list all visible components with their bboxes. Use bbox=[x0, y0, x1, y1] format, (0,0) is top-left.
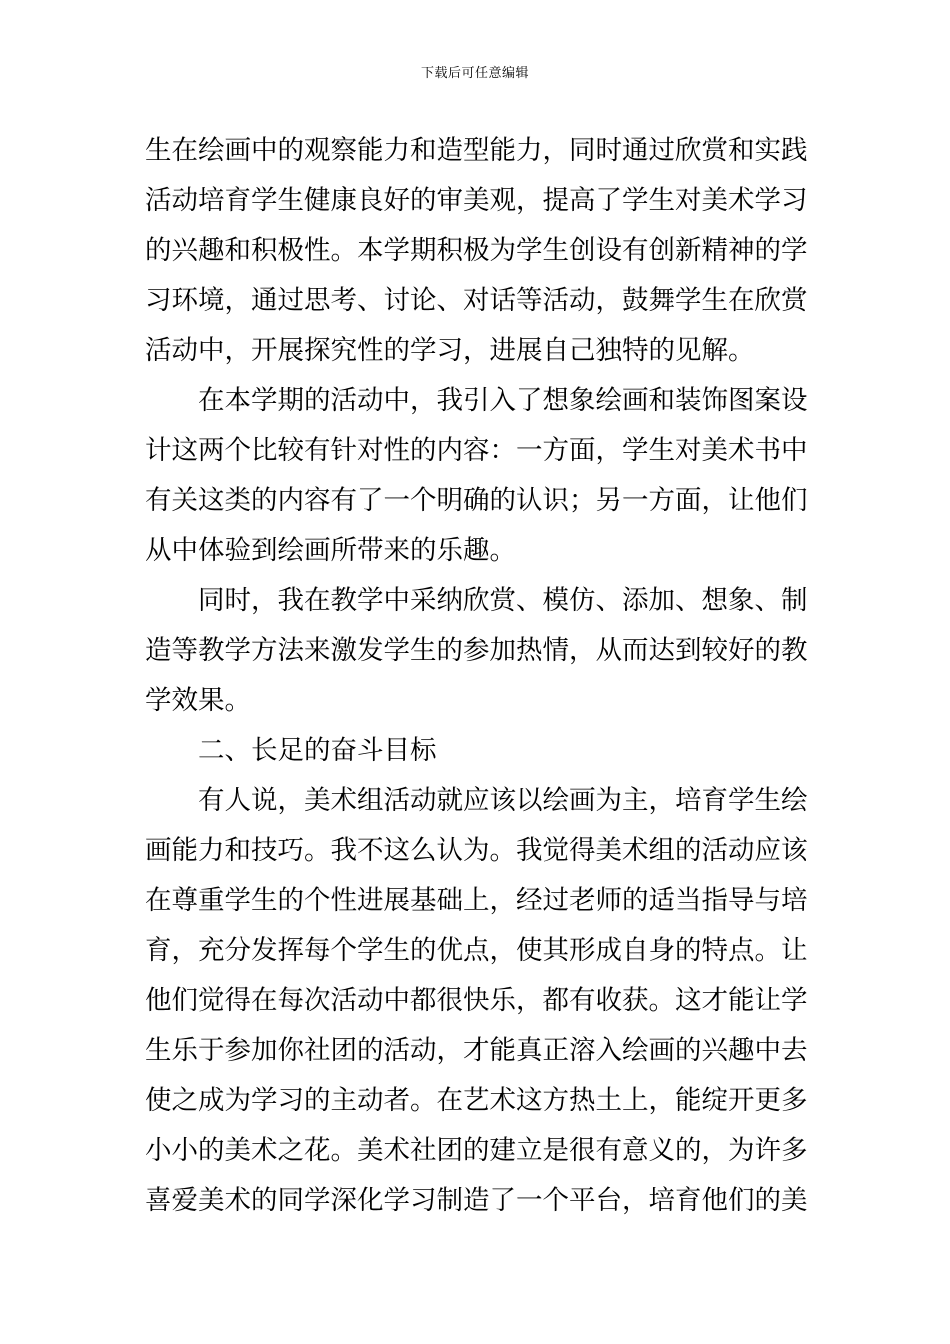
document-body bbox=[145, 126, 807, 1226]
text-line: 造等教学方法来激发学生的参加热情，从而达到较好的教 bbox=[145, 635, 808, 666]
text-line: 使之成为学习的主动者。在艺术这方热土上，能绽开更多 bbox=[145, 1085, 808, 1116]
text-line: 从中体验到绘画所带来的乐趣。 bbox=[145, 535, 516, 566]
text-line: 育，充分发挥每个学生的优点，使其形成自身的特点。让 bbox=[145, 935, 808, 966]
text-line: 活动培育学生健康良好的审美观，提高了学生对美术学习 bbox=[145, 185, 808, 216]
paragraph-2 bbox=[145, 376, 807, 576]
text-line: 有关这类的内容有了一个明确的认识；另一方面，让他们 bbox=[145, 485, 808, 516]
text-line: 生乐于参加你社团的活动，才能真正溶入绘画的兴趣中去 bbox=[145, 1035, 808, 1066]
text-line: 喜爱美术的同学深化学习制造了一个平台，培育他们的美 bbox=[145, 1185, 808, 1216]
paragraph-1 bbox=[145, 126, 807, 376]
text-line: 的兴趣和积极性。本学期积极为学生创设有创新精神的学 bbox=[145, 235, 808, 266]
text-line: 画能力和技巧。我不这么认为。我觉得美术组的活动应该 bbox=[145, 835, 808, 866]
text-line: 在尊重学生的个性进展基础上，经过老师的适当指导与培 bbox=[145, 885, 808, 916]
text-line: 小小的美术之花。美术社团的建立是很有意义的，为许多 bbox=[145, 1135, 808, 1166]
text-line: 他们觉得在每次活动中都很快乐，都有收获。这才能让学 bbox=[145, 985, 808, 1016]
text-line: 活动中，开展探究性的学习，进展自己独特的见解。 bbox=[145, 335, 755, 366]
text-line: 习环境，通过思考、讨论、对话等活动，鼓舞学生在欣赏 bbox=[145, 285, 808, 316]
paragraph-3 bbox=[145, 576, 807, 726]
section-heading bbox=[145, 726, 807, 776]
section-heading-text: 二、长足的奋斗目标 bbox=[198, 735, 437, 766]
text-line: 计这两个比较有针对性的内容：一方面，学生对美术书中 bbox=[145, 435, 808, 466]
text-line: 同时，我在教学中采纳欣赏、模仿、添加、想象、制 bbox=[198, 585, 808, 616]
text-line: 生在绘画中的观察能力和造型能力，同时通过欣赏和实践 bbox=[145, 135, 808, 166]
text-line: 在本学期的活动中，我引入了想象绘画和装饰图案设 bbox=[198, 385, 808, 416]
text-line: 学效果。 bbox=[145, 685, 251, 716]
page-header-note: 下载后可任意编辑 bbox=[420, 66, 529, 81]
text-line: 有人说，美术组活动就应该以绘画为主，培育学生绘 bbox=[198, 785, 808, 816]
paragraph-5 bbox=[145, 776, 807, 1226]
